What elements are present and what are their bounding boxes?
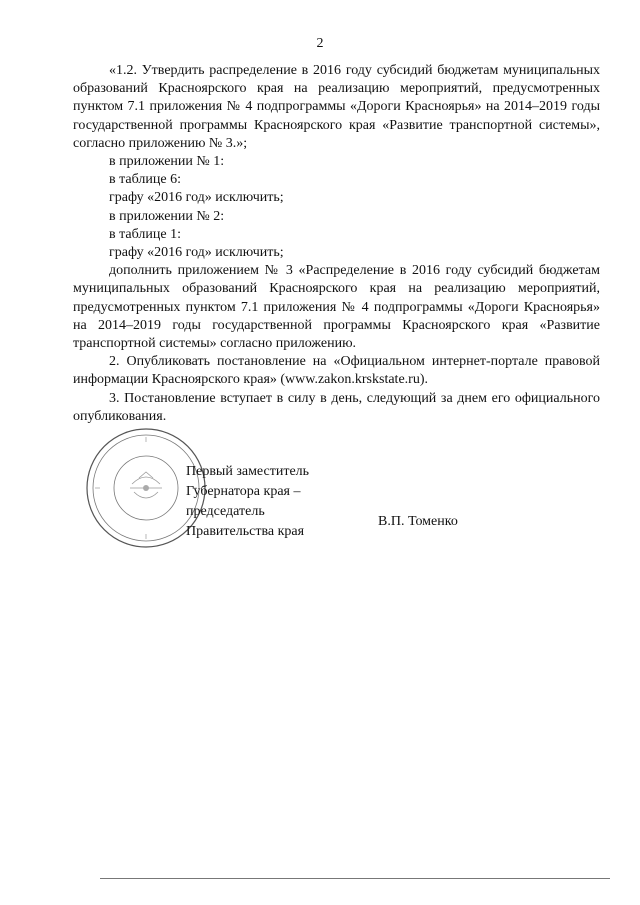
scan-edge-line	[100, 878, 610, 879]
list-item: в таблице 6:	[109, 172, 181, 188]
list-item: в таблице 1:	[109, 226, 181, 242]
list-item: графу «2016 год» исключить;	[109, 245, 284, 261]
page-number: 2	[316, 36, 324, 51]
list-item: в приложении № 1:	[109, 154, 225, 170]
list-item: графу «2016 год» исключить;	[109, 190, 284, 206]
paragraph-2: 2. Опубликовать постановление на «Официальном интернет-портале правовой информации Красноярского края» (www.zakon.krskstate.ru).	[73, 354, 600, 388]
signatory-title-line3: председатель	[186, 504, 265, 519]
signatory-name: В.П. Томенко	[378, 514, 458, 529]
signatory-title-line1: Первый заместитель	[186, 464, 310, 479]
paragraph-annex-3: дополнить приложением № 3 «Распределение в 2016 году субсидий бюджетам муниципальных образований Красноярского края на реализацию мероприятий, предусмотренных пунктом 7.1 приложения № 4 подпрограммы «Дороги Красноярья» на 2014–2019 годы государственной программы Красноярского края «Развитие транспортной системы» согласно приложению.	[73, 263, 600, 352]
paragraph-3: 3. Постановление вступает в силу в день, следующий за днем его официального опубликования.	[73, 390, 600, 424]
paragraph-1-2: «1.2. Утвердить распределение в 2016 году субсидий бюджетам муниципальных образований Красноярского края на реализацию мероприятий, предусмотренных пунктом 7.1 приложения № 4 подпрограммы «Дороги Красноярья» на 2014–2019 годы государственной программы Красноярского края «Развитие транспортной системы», согласно приложению № 3.»;	[73, 63, 600, 151]
list-item: в приложении № 2:	[109, 208, 225, 224]
signatory-title-line2: Губернатора края –	[186, 484, 301, 499]
document-body	[73, 62, 600, 426]
signatory-title-line4: Правительства края	[186, 524, 305, 539]
signature-block	[0, 462, 640, 582]
